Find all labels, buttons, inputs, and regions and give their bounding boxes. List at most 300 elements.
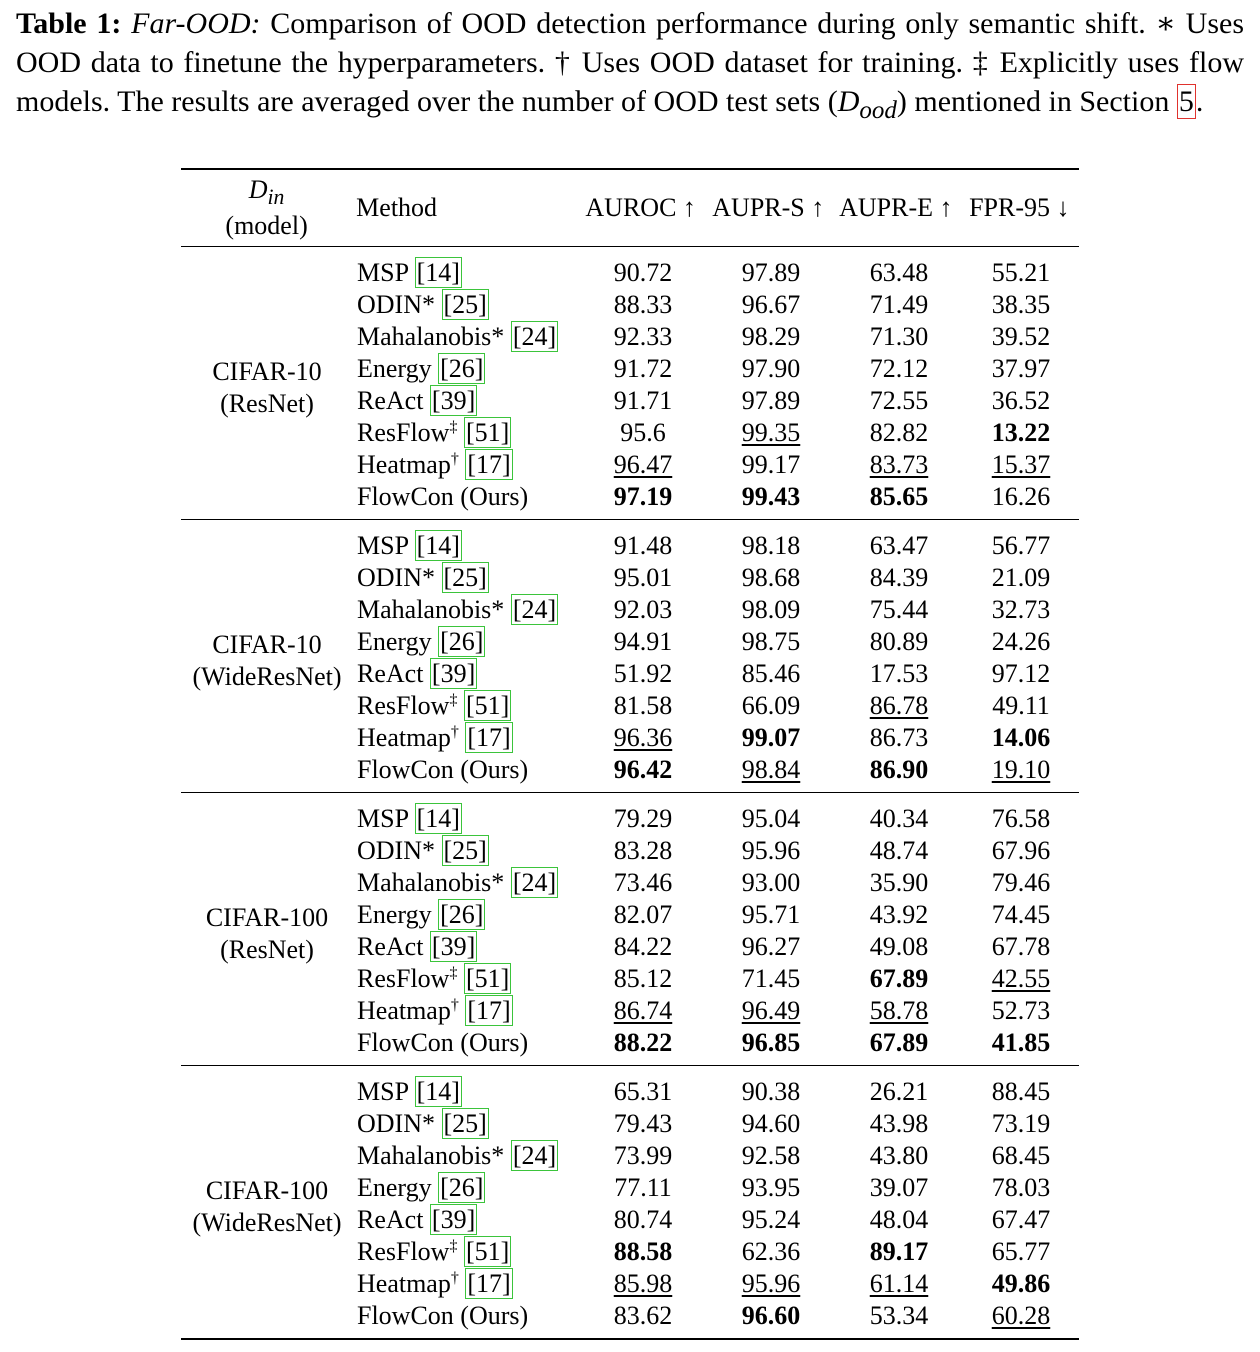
value-cell-auroc (579, 793, 707, 836)
value-auroc: 96.36 (613, 723, 673, 752)
method-name: FlowCon (Ours) (357, 1301, 529, 1330)
value-cell-auroc (579, 481, 707, 520)
citation-link[interactable]: [51] (465, 418, 510, 447)
value-auroc: 51.92 (613, 659, 673, 688)
method-cell (353, 449, 579, 481)
citation-link[interactable]: [14] (416, 258, 460, 287)
value-cell-fpr95 (963, 1027, 1079, 1066)
method-cell (353, 1108, 579, 1140)
citation-link[interactable]: [26] (440, 627, 484, 656)
method-cell (353, 1204, 579, 1236)
method-name: ODIN* (357, 563, 435, 592)
value-aupr-e: 61.14 (869, 1269, 929, 1298)
value-aupr-s: 93.00 (741, 868, 801, 897)
value-aupr-s: 98.09 (741, 595, 801, 624)
value-fpr95: 97.12 (991, 659, 1051, 688)
method-cell (353, 481, 579, 520)
method-name: Mahalanobis* (357, 868, 505, 897)
value-cell-auroc (579, 722, 707, 754)
value-aupr-s: 90.38 (741, 1077, 801, 1106)
citation-link[interactable]: [51] (465, 964, 510, 993)
method-cell (353, 867, 579, 899)
value-cell-aupr-e (835, 1236, 963, 1268)
value-aupr-s: 98.18 (741, 531, 801, 560)
citation-link[interactable]: [25] (443, 290, 487, 319)
citation-link[interactable]: [24] (512, 1141, 557, 1170)
value-auroc: 94.91 (613, 627, 673, 656)
value-cell-aupr-s (707, 793, 835, 836)
value-cell-fpr95 (963, 867, 1079, 899)
value-aupr-e: 63.48 (869, 258, 929, 287)
value-aupr-s: 95.24 (741, 1205, 801, 1234)
value-aupr-e: 17.53 (869, 659, 929, 688)
value-fpr95: 24.26 (991, 627, 1051, 656)
value-cell-aupr-s (707, 835, 835, 867)
value-cell-auroc (579, 385, 707, 417)
citation-link[interactable]: [14] (416, 804, 460, 833)
citation-link[interactable]: [51] (465, 1237, 510, 1266)
value-fpr95: 21.09 (991, 563, 1051, 592)
value-cell-aupr-s (707, 1108, 835, 1140)
method-mark: † (450, 996, 459, 1014)
citation-link[interactable]: [39] (431, 386, 476, 415)
value-cell-aupr-s (707, 353, 835, 385)
value-auroc: 83.28 (613, 836, 673, 865)
method-name: ResFlow (357, 418, 450, 447)
method-cell (353, 793, 579, 836)
method-name: Heatmap (357, 723, 451, 752)
value-cell-aupr-s (707, 722, 835, 754)
value-aupr-e: 35.90 (869, 868, 929, 897)
value-aupr-s: 96.49 (741, 996, 801, 1025)
citation-number: 14 (425, 258, 452, 287)
value-cell-aupr-s (707, 626, 835, 658)
method-cell (353, 1300, 579, 1339)
value-cell-aupr-e (835, 754, 963, 793)
value-cell-auroc (579, 1108, 707, 1140)
value-aupr-e: 86.73 (869, 723, 929, 752)
method-cell (353, 353, 579, 385)
method-mark: ‡ (449, 964, 458, 982)
caption-text-2: ) mentioned in Section (896, 85, 1177, 118)
value-aupr-e: 43.92 (869, 900, 929, 929)
value-fpr95: 36.52 (991, 386, 1051, 415)
method-name: Heatmap (357, 450, 451, 479)
method-cell (353, 562, 579, 594)
value-cell-aupr-e (835, 899, 963, 931)
value-cell-fpr95 (963, 1066, 1079, 1109)
value-cell-aupr-e (835, 289, 963, 321)
value-aupr-e: 80.89 (869, 627, 929, 656)
value-aupr-e: 40.34 (869, 804, 929, 833)
caption-title: Far-OOD: (131, 7, 261, 40)
value-fpr95: 55.21 (991, 258, 1051, 287)
value-aupr-s: 95.96 (741, 1269, 801, 1298)
citation-number: 25 (452, 563, 479, 592)
value-aupr-s: 95.04 (741, 804, 801, 833)
citation-link[interactable]: [39] (431, 659, 476, 688)
method-name: ODIN* (357, 836, 435, 865)
value-cell-auroc (579, 1066, 707, 1109)
value-cell-auroc (579, 1268, 707, 1300)
value-cell-aupr-s (707, 658, 835, 690)
value-cell-auroc (579, 289, 707, 321)
value-auroc: 97.19 (613, 482, 673, 511)
value-cell-aupr-s (707, 594, 835, 626)
value-cell-auroc (579, 417, 707, 449)
value-aupr-e: 67.89 (869, 964, 929, 993)
value-cell-fpr95 (963, 247, 1079, 289)
value-cell-fpr95 (963, 626, 1079, 658)
citation-link[interactable]: [14] (416, 531, 460, 560)
value-cell-fpr95 (963, 594, 1079, 626)
group-dataset-cell (181, 1066, 353, 1340)
method-cell (353, 247, 579, 289)
value-cell-fpr95 (963, 562, 1079, 594)
value-cell-fpr95 (963, 835, 1079, 867)
value-cell-fpr95 (963, 1204, 1079, 1236)
citation-link[interactable]: [39] (431, 932, 476, 961)
value-cell-auroc (579, 690, 707, 722)
value-cell-auroc (579, 867, 707, 899)
citation-link[interactable]: [25] (443, 836, 487, 865)
value-cell-aupr-e (835, 353, 963, 385)
value-cell-aupr-e (835, 690, 963, 722)
value-cell-aupr-e (835, 1172, 963, 1204)
citation-number: 17 (476, 723, 503, 752)
method-mark: † (450, 723, 459, 741)
group-dataset: CIFAR-100 (205, 903, 329, 932)
citation-link[interactable]: [25] (443, 1109, 487, 1138)
citation-link[interactable]: [26] (440, 354, 484, 383)
value-cell-aupr-e (835, 1204, 963, 1236)
value-aupr-e: 71.30 (869, 322, 929, 351)
value-cell-aupr-s (707, 1027, 835, 1066)
citation-number: 51 (474, 964, 501, 993)
value-cell-aupr-e (835, 321, 963, 353)
citation-link[interactable]: [17] (467, 450, 511, 479)
value-cell-aupr-s (707, 247, 835, 289)
value-fpr95: 42.55 (991, 964, 1051, 993)
value-cell-fpr95 (963, 793, 1079, 836)
value-fpr95: 56.77 (991, 531, 1051, 560)
value-cell-fpr95 (963, 754, 1079, 793)
method-name: Energy (357, 354, 432, 383)
method-mark: † (450, 1269, 459, 1287)
value-aupr-e: 53.34 (869, 1301, 929, 1330)
value-fpr95: 88.45 (991, 1077, 1051, 1106)
citation-link[interactable]: [26] (440, 900, 484, 929)
value-aupr-s: 96.27 (741, 932, 801, 961)
value-auroc: 73.46 (613, 868, 673, 897)
value-cell-aupr-e (835, 562, 963, 594)
value-fpr95: 68.45 (991, 1141, 1051, 1170)
table-group (181, 1066, 1079, 1340)
method-name: ReAct (357, 1205, 424, 1234)
value-auroc: 77.11 (614, 1173, 672, 1202)
method-cell (353, 1140, 579, 1172)
value-aupr-s: 99.17 (741, 450, 801, 479)
value-cell-fpr95 (963, 899, 1079, 931)
citation-link[interactable]: [24] (512, 868, 557, 897)
value-aupr-s: 98.75 (741, 627, 801, 656)
citation-link[interactable]: [17] (467, 996, 511, 1025)
method-cell (353, 594, 579, 626)
table-row (181, 247, 1079, 289)
value-cell-aupr-e (835, 1140, 963, 1172)
value-cell-auroc (579, 1172, 707, 1204)
value-aupr-s: 95.71 (741, 900, 801, 929)
method-name: Energy (357, 1173, 432, 1202)
value-auroc: 91.72 (613, 354, 673, 383)
value-cell-auroc (579, 353, 707, 385)
section-ref-link[interactable]: 5 (1178, 85, 1194, 118)
value-aupr-e: 39.07 (869, 1173, 929, 1202)
value-cell-aupr-e (835, 793, 963, 836)
method-name: ReAct (357, 659, 424, 688)
value-auroc: 84.22 (613, 932, 673, 961)
table-row (181, 520, 1079, 563)
value-fpr95: 65.77 (991, 1237, 1051, 1266)
value-cell-auroc (579, 1236, 707, 1268)
citation-link[interactable]: [24] (512, 595, 557, 624)
value-aupr-e: 49.08 (869, 932, 929, 961)
value-cell-aupr-e (835, 1268, 963, 1300)
method-name: Heatmap (357, 996, 451, 1025)
value-auroc: 86.74 (613, 996, 673, 1025)
value-cell-auroc (579, 1300, 707, 1339)
header-method: Method (356, 193, 438, 222)
value-cell-aupr-e (835, 931, 963, 963)
value-aupr-s: 92.58 (741, 1141, 801, 1170)
table-row (181, 1066, 1079, 1109)
value-cell-fpr95 (963, 722, 1079, 754)
citation-link[interactable]: [17] (467, 723, 511, 752)
value-aupr-e: 26.21 (869, 1077, 929, 1106)
value-cell-auroc (579, 963, 707, 995)
value-cell-aupr-s (707, 931, 835, 963)
value-cell-auroc (579, 1027, 707, 1066)
value-cell-aupr-e (835, 417, 963, 449)
group-model: (ResNet) (220, 389, 314, 418)
value-auroc: 79.29 (613, 804, 673, 833)
value-cell-aupr-s (707, 1236, 835, 1268)
value-aupr-e: 83.73 (869, 450, 929, 479)
value-fpr95: 74.45 (991, 900, 1051, 929)
value-fpr95: 79.46 (991, 868, 1051, 897)
citation-number: 25 (452, 1109, 479, 1138)
value-aupr-s: 98.84 (741, 755, 801, 784)
citation-number: 39 (440, 386, 467, 415)
value-aupr-e: 43.98 (869, 1109, 929, 1138)
citation-number: 17 (476, 996, 503, 1025)
value-fpr95: 38.35 (991, 290, 1051, 319)
method-name: ReAct (357, 386, 424, 415)
value-fpr95: 41.85 (991, 1028, 1051, 1057)
method-cell (353, 963, 579, 995)
method-name: FlowCon (Ours) (357, 1028, 529, 1057)
citation-number: 14 (425, 1077, 452, 1106)
citation-link[interactable]: [39] (431, 1205, 476, 1234)
value-cell-auroc (579, 931, 707, 963)
value-cell-aupr-s (707, 321, 835, 353)
value-aupr-e: 82.82 (869, 418, 929, 447)
method-name: MSP (357, 1077, 409, 1106)
value-aupr-s: 66.09 (741, 691, 801, 720)
citation-number: 24 (521, 868, 548, 897)
value-cell-auroc (579, 562, 707, 594)
results-table-wrapper (181, 168, 1079, 1340)
table-group (181, 793, 1079, 1066)
citation-number: 14 (425, 531, 452, 560)
citation-number: 25 (452, 290, 479, 319)
value-aupr-s: 99.35 (741, 418, 801, 447)
value-fpr95: 15.37 (991, 450, 1051, 479)
value-fpr95: 49.11 (992, 691, 1050, 720)
method-name: ReAct (357, 932, 424, 961)
results-table (181, 168, 1079, 247)
value-cell-fpr95 (963, 449, 1079, 481)
value-auroc: 73.99 (613, 1141, 673, 1170)
value-cell-aupr-s (707, 481, 835, 520)
citation-number: 26 (448, 627, 475, 656)
value-cell-aupr-e (835, 1300, 963, 1339)
citation-number: 51 (474, 418, 501, 447)
value-aupr-e: 75.44 (869, 595, 929, 624)
value-fpr95: 32.73 (991, 595, 1051, 624)
method-name: ResFlow (357, 691, 450, 720)
citation-number: 24 (521, 1141, 548, 1170)
value-auroc: 92.33 (613, 322, 673, 351)
value-cell-fpr95 (963, 481, 1079, 520)
group-dataset: CIFAR-10 (212, 630, 322, 659)
value-cell-aupr-e (835, 658, 963, 690)
value-fpr95: 49.86 (991, 1269, 1051, 1298)
header-din-symbol: D (248, 175, 268, 205)
value-fpr95: 16.26 (991, 482, 1051, 511)
value-cell-aupr-s (707, 562, 835, 594)
value-cell-fpr95 (963, 1268, 1079, 1300)
value-aupr-s: 93.95 (741, 1173, 801, 1202)
citation-number: 26 (448, 900, 475, 929)
caption-label: Table 1: (16, 7, 122, 40)
value-cell-aupr-s (707, 449, 835, 481)
method-name: Heatmap (357, 1269, 451, 1298)
value-aupr-e: 63.47 (869, 531, 929, 560)
value-fpr95: 19.10 (991, 755, 1051, 784)
citation-number: 14 (425, 804, 452, 833)
value-cell-fpr95 (963, 417, 1079, 449)
value-cell-fpr95 (963, 1172, 1079, 1204)
value-cell-aupr-s (707, 1204, 835, 1236)
value-aupr-s: 94.60 (741, 1109, 801, 1138)
method-cell (353, 1172, 579, 1204)
group-dataset: CIFAR-10 (212, 357, 322, 386)
method-cell (353, 835, 579, 867)
value-cell-fpr95 (963, 931, 1079, 963)
value-auroc: 81.58 (613, 691, 673, 720)
table-row (181, 793, 1079, 836)
value-auroc: 83.62 (613, 1301, 673, 1330)
method-cell (353, 626, 579, 658)
group-model: (WideResNet) (192, 1208, 342, 1237)
citation-number: 39 (440, 659, 467, 688)
method-name: MSP (357, 531, 409, 560)
value-cell-auroc (579, 754, 707, 793)
value-cell-fpr95 (963, 385, 1079, 417)
header-din (181, 169, 352, 247)
value-fpr95: 52.73 (991, 996, 1051, 1025)
value-cell-aupr-s (707, 1268, 835, 1300)
value-cell-aupr-s (707, 417, 835, 449)
method-cell (353, 722, 579, 754)
method-cell (353, 995, 579, 1027)
value-cell-aupr-s (707, 995, 835, 1027)
value-auroc: 79.43 (613, 1109, 673, 1138)
results-table-body (181, 247, 1079, 1340)
value-fpr95: 76.58 (991, 804, 1051, 833)
value-aupr-s: 97.90 (741, 354, 801, 383)
value-auroc: 96.47 (613, 450, 673, 479)
citation-link[interactable]: [17] (467, 1269, 511, 1298)
value-cell-aupr-s (707, 690, 835, 722)
value-cell-aupr-s (707, 1140, 835, 1172)
value-cell-aupr-s (707, 963, 835, 995)
value-cell-fpr95 (963, 1140, 1079, 1172)
value-aupr-s: 96.85 (741, 1028, 801, 1057)
value-fpr95: 60.28 (991, 1301, 1051, 1330)
value-cell-fpr95 (963, 995, 1079, 1027)
citation-link[interactable]: [51] (465, 691, 510, 720)
value-fpr95: 67.96 (991, 836, 1051, 865)
value-fpr95: 39.52 (991, 322, 1051, 351)
value-cell-aupr-s (707, 289, 835, 321)
citation-link[interactable]: [24] (512, 322, 557, 351)
citation-link[interactable]: [14] (416, 1077, 460, 1106)
method-cell (353, 520, 579, 563)
value-aupr-e: 84.39 (869, 563, 929, 592)
value-cell-aupr-e (835, 835, 963, 867)
method-mark: ‡ (449, 1237, 458, 1255)
method-name: Energy (357, 900, 432, 929)
method-name: Mahalanobis* (357, 322, 505, 351)
value-auroc: 82.07 (613, 900, 673, 929)
value-aupr-s: 98.68 (741, 563, 801, 592)
table-header (181, 169, 1079, 247)
method-cell (353, 690, 579, 722)
citation-link[interactable]: [26] (440, 1173, 484, 1202)
value-auroc: 95.01 (613, 563, 673, 592)
method-cell (353, 899, 579, 931)
header-aupr-s: AUPR-S ↑ (712, 193, 825, 222)
citation-number: 26 (448, 1173, 475, 1202)
method-cell (353, 658, 579, 690)
method-name: ResFlow (357, 964, 450, 993)
caption-end: . (1195, 85, 1204, 118)
method-name: ODIN* (357, 290, 435, 319)
group-dataset-cell (181, 793, 353, 1066)
citation-number: 24 (521, 322, 548, 351)
value-cell-aupr-s (707, 867, 835, 899)
citation-number: 25 (452, 836, 479, 865)
value-auroc: 91.71 (613, 386, 673, 415)
value-cell-aupr-s (707, 1172, 835, 1204)
value-cell-aupr-s (707, 899, 835, 931)
value-aupr-s: 97.89 (741, 386, 801, 415)
citation-link[interactable]: [25] (443, 563, 487, 592)
value-aupr-e: 71.49 (869, 290, 929, 319)
value-cell-auroc (579, 520, 707, 563)
